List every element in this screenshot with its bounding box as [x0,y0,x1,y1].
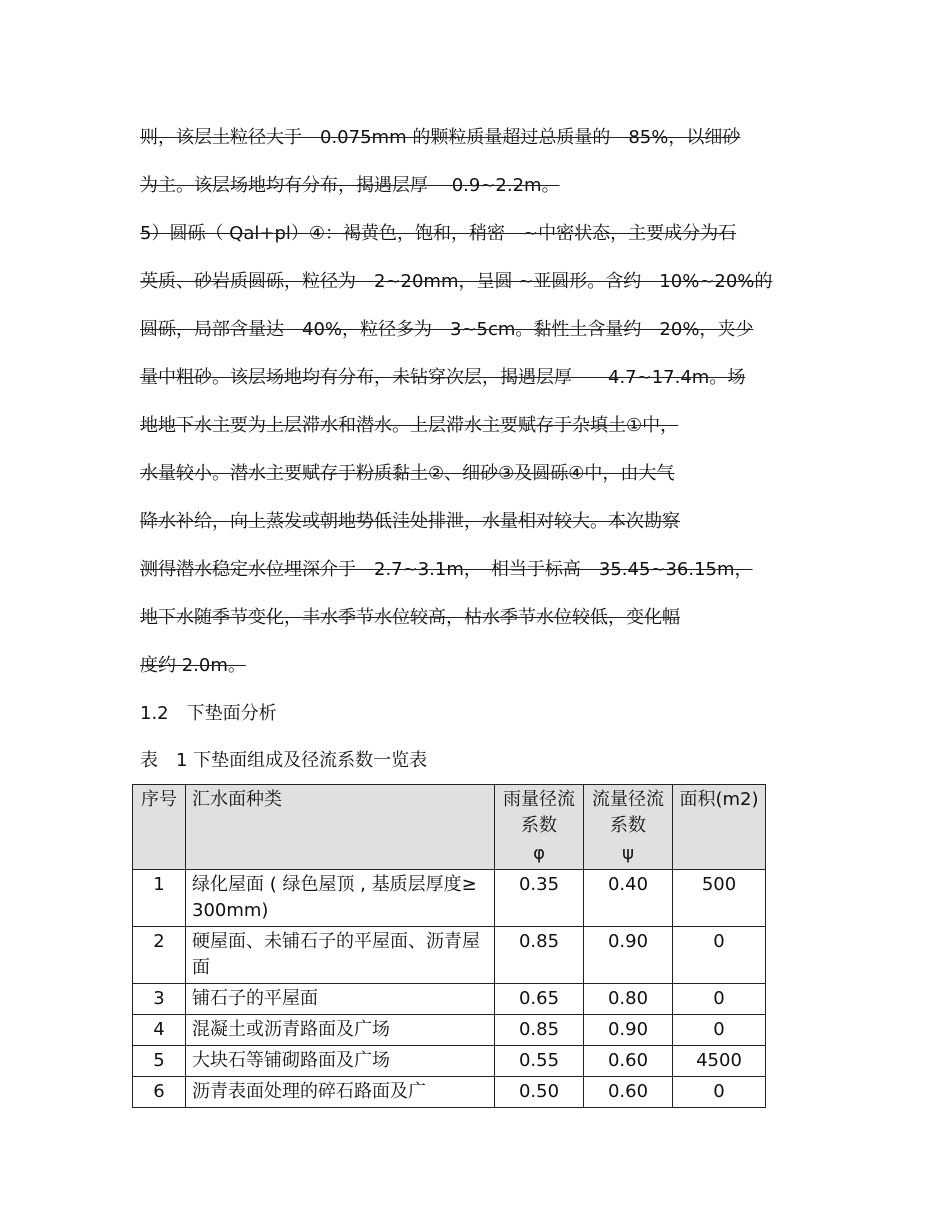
header-rain-coefficient [495,785,584,870]
header-type: 汇水面种类 [186,785,495,870]
cell-area: 0 [673,1015,766,1046]
paragraph-line: 地下水随季节变化，丰水季节水位较高，枯水季节水位较低，变化幅 [140,607,680,628]
header-seq: 序号 [133,785,186,870]
cell-flow: 0.90 [584,1015,673,1046]
cell-area: 0 [673,1077,766,1108]
header-rain-label: 雨量径流系数 [503,789,575,836]
table-caption: 表 1 下垫面组成及径流系数一览表 [140,750,428,771]
cell-rain: 0.85 [495,927,584,984]
cell-seq: 4 [133,1015,186,1046]
cell-area: 500 [673,870,766,927]
cell-flow: 0.40 [584,870,673,927]
cell-rain: 0.50 [495,1077,584,1108]
header-flow-coefficient [584,785,673,870]
header-area: 面积(m2) [673,785,766,870]
paragraph-line: 量中粗砂。该层场地均有分布，未钻穿次层，揭遇层厚 4.7~17.4m。场 [140,367,746,388]
paragraph-line: 地地下水主要为上层滞水和潜水。上层滞水主要赋存于杂填土①中， [140,415,679,436]
cell-rain: 0.65 [495,984,584,1015]
cell-seq: 2 [133,927,186,984]
paragraph-line: 为主。该层场地均有分布，揭遇层厚 0.9~2.2m。 [140,175,560,196]
paragraph-line: 5）圆砾（ Qal+pl）④：褐黄色，饱和，稍密 ~中密状态，主要成分为石 [140,223,737,244]
cell-type: 大块石等铺砌路面及广场 [186,1046,495,1077]
cell-area: 4500 [673,1046,766,1077]
cell-flow: 0.90 [584,927,673,984]
cell-type: 沥青表面处理的碎石路面及广 [186,1077,495,1108]
table-row [133,1077,766,1108]
paragraph-line: 降水补给，向上蒸发或朝地势低洼处排泄，水量相对较大。本次勘察 [140,511,680,532]
cell-rain: 0.55 [495,1046,584,1077]
cell-type: 混凝土或沥青路面及广场 [186,1015,495,1046]
section-heading: 1.2 下垫面分析 [140,703,277,724]
cell-rain: 0.85 [495,1015,584,1046]
cell-flow: 0.60 [584,1046,673,1077]
cell-area: 0 [673,984,766,1015]
paragraph-line: 测得潜水稳定水位埋深介于 2.7~3.1m， 相当于标高 35.45~36.15m， [140,559,753,580]
cell-seq: 5 [133,1046,186,1077]
header-flow-symbol: ψ [622,843,634,864]
paragraph-line: 则，该层土粒径大于 0.075mm 的颗粒质量超过总质量的 85%，以细砂 [140,127,741,148]
paragraph-line: 圆砾，局部含量达 40%，粒径多为 3~5cm。黏性土含量约 20%，夹少 [140,319,754,340]
paragraph-line: 度约 2.0m。 [140,655,246,676]
table-row [133,927,766,984]
paragraph-line: 英质、砂岩质圆砾，粒径为 2~20mm，呈圆 ~亚圆形。含约 10%~20%的 [140,271,773,292]
cell-seq: 3 [133,984,186,1015]
cell-type: 硬屋面、未铺石子的平屋面、沥青屋面 [186,927,495,984]
cell-type: 铺石子的平屋面 [186,984,495,1015]
header-rain-symbol: φ [533,843,545,864]
table-row [133,870,766,927]
table-row [133,1015,766,1046]
table-row [133,984,766,1015]
table-row [133,1046,766,1077]
cell-seq: 6 [133,1077,186,1108]
cell-seq: 1 [133,870,186,927]
cell-flow: 0.80 [584,984,673,1015]
paragraph-line: 水量较小。潜水主要赋存于粉质黏土②、细砂③及圆砾④中，由大气 [140,463,675,484]
cell-flow: 0.60 [584,1077,673,1108]
table-header-row [133,785,766,870]
cell-area: 0 [673,927,766,984]
header-flow-label: 流量径流系数 [592,789,664,836]
runoff-coefficient-table [132,784,766,1108]
cell-rain: 0.35 [495,870,584,927]
cell-type: 绿化屋面 ( 绿色屋顶 , 基质层厚度≥ 300mm) [186,870,495,927]
